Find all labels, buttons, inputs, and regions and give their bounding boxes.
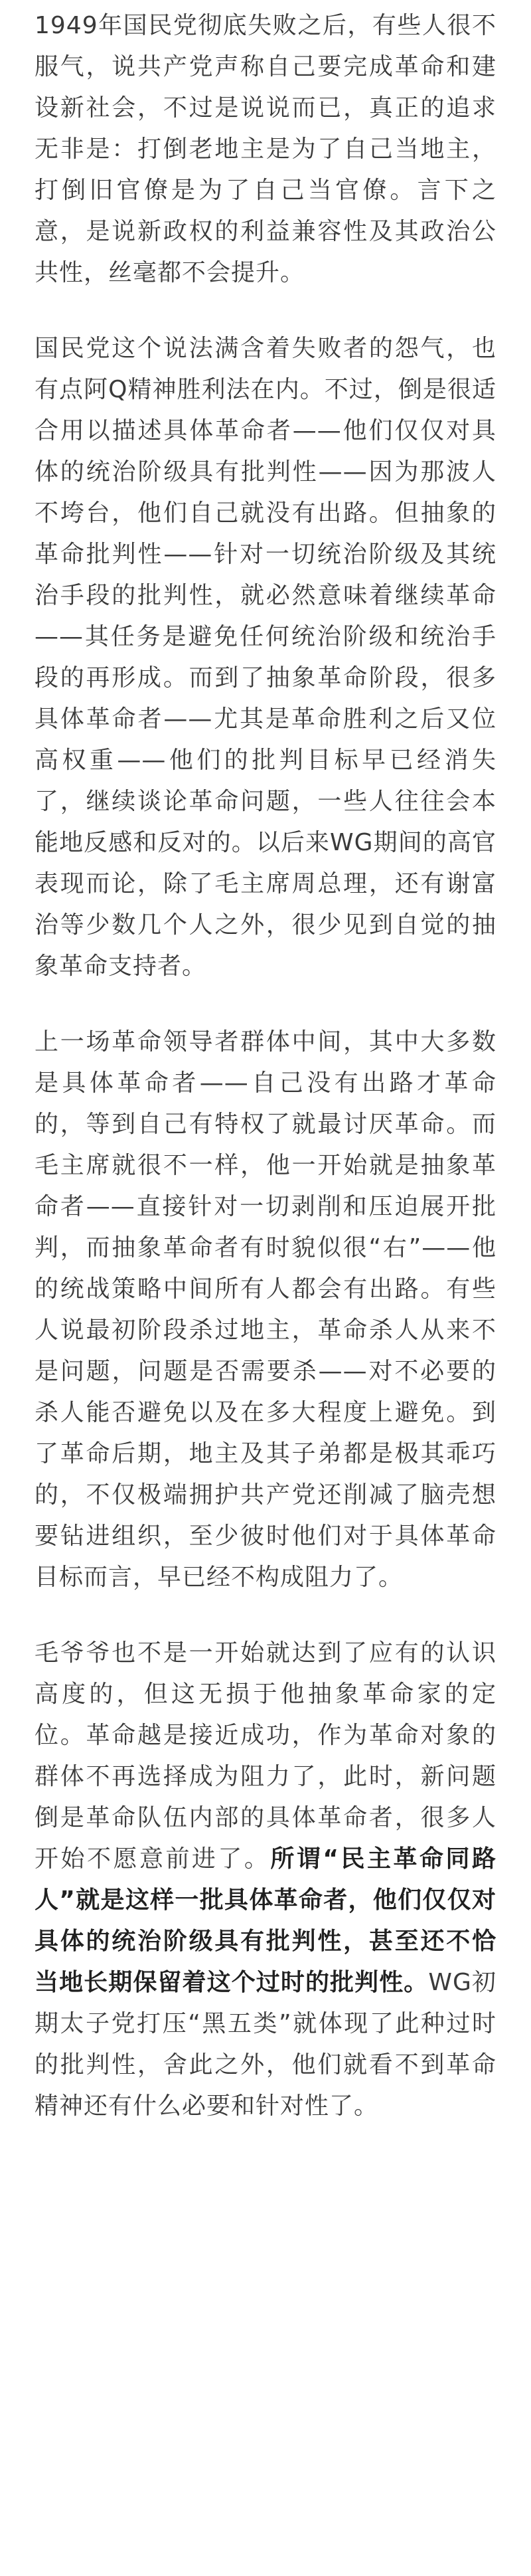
paragraph-4-bold-highlight: 所谓“民主革命同路人”就是这样一批具体革命者，他们仅仅对具体的统治阶级具有批判性，甚至还不恰当地长期保留着这个过时的批判性。 bbox=[35, 1845, 496, 1996]
paragraph-2: 国民党这个说法满含着失败者的怨气，也有点阿Q精神胜利法在内。不过，倒是很适合用以描述具体革命者——他们仅仅对具体的统治阶级具有批判性——因为那波人不垮台，他们自己就没有出路。但抽象的革命批判性——针对一切统治阶级及其统治手段的批判性，就必然意味着继续革命——其任务是避免任何统治阶级和统治手段的再形成。而到了抽象革命阶段，很多具体革命者——尤其是革命胜利之后又位高权重——他们的批判目标早已经消失了，继续谈论革命问题，一些人往往会本能地反感和反对的。以后来WG期间的高官表现而论，除了毛主席周总理，还有谢富治等少数几个人之外，很少见到自觉的抽象革命支持者。 bbox=[35, 335, 496, 980]
paragraph-4-tail: WG初期太子党打压“黑五类”就体现了此种过时的批判性，舍此之外，他们就看不到革命精神还有什么必要和针对性了。 bbox=[35, 1969, 496, 2120]
paragraph-4 bbox=[35, 1633, 496, 2127]
paragraph-4-lead: 毛爷爷也不是一开始就达到了应有的认识高度的，但这无损于他抽象革命家的定位。革命越是接近成功，作为革命对象的群体不再选择成为阻力了，此时，新问题倒是革命队伍内部的具体革命者，很多人开始不愿意前进了。 bbox=[35, 1639, 496, 1873]
paragraph-1: 1949年国民党彻底失败之后，有些人很不服气，说共产党声称自己要完成革命和建设新社会，不过是说说而已，真正的追求无非是：打倒老地主是为了自己当地主，打倒旧官僚是为了自己当官僚。言下之意，是说新政权的利益兼容性及其政治公共性，丝毫都不会提升。 bbox=[35, 12, 496, 286]
paragraph-3: 上一场革命领导者群体中间，其中大多数是具体革命者——自己没有出路才革命的，等到自己有特权了就最讨厌革命。而毛主席就很不一样，他一开始就是抽象革命者——直接针对一切剥削和压迫展开批判，而抽象革命者有时貌似很“右”——他的统战策略中间所有人都会有出路。有些人说最初阶段杀过地主，革命杀人从来不是问题，问题是否需要杀——对不必要的杀人能否避免以及在多大程度上避免。到了革命后期，地主及其子弟都是极其乖巧的，不仅极端拥护共产党还削减了脑壳想要钻进组织，至少彼时他们对于具体革命目标而言，早已经不构成阻力了。 bbox=[35, 1028, 496, 1591]
